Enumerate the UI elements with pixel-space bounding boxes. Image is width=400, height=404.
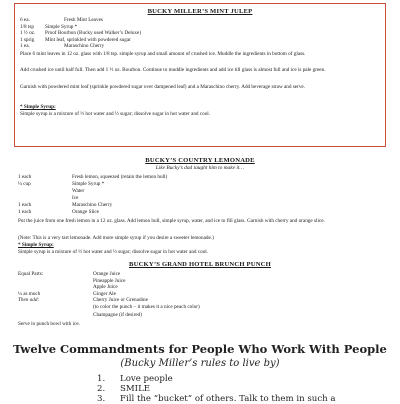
ingredient-item: Maraschino Cherry — [72, 202, 113, 208]
punch-label: Equal Parts: — [18, 271, 44, 277]
punch-serve: Serve in punch bowl with ice. — [18, 321, 80, 327]
ingredient-item: Simple Syrup * — [45, 23, 78, 30]
ingredient-item: Proof Bourbon (Bucky used Walker’s Deluxe) — [45, 30, 142, 36]
ingredient-item: Fresh lemon, squeezed (retain the lemon hull) — [72, 174, 168, 180]
punch-item: Ginger Ale — [93, 290, 116, 297]
punch-label: Then add: — [18, 297, 40, 303]
lemonade-title: BUCKY’S COUNTRY LEMONADE — [145, 157, 255, 164]
punch-item: Cherry Juice or Grenadine — [93, 297, 148, 303]
punch-item: Champagne (if desired) — [93, 312, 142, 318]
commandment-number: 1. — [97, 374, 106, 384]
simple-syrup-text: Simple syrup is a mixture of ½ hot water and ½ sugar; dissolve sugar in hot water and cool. — [20, 110, 211, 117]
mint-julep-title: BUCKY MILLER’S MINT JULEP — [147, 8, 253, 15]
punch-title: BUCKY’S GRAND HOTEL BRUNCH PUNCH — [129, 261, 271, 268]
lemonade-step: Put the juice from one fresh lemon in a 12 oz. glass. Add lemon hull, simple syrup, water, and ice to fill glass. Garnish with cherry and orange slice. — [18, 218, 325, 224]
punch-item: Apple Juice — [93, 284, 118, 290]
commandment-text: Love people — [120, 374, 173, 384]
ingredient-qty: 1 each — [18, 209, 32, 215]
commandments-title: Twelve Commandments for People Who Work With People — [13, 342, 387, 356]
ingredient-item: Simple Syrup * — [72, 181, 105, 187]
simple-syrup-label: * Simple Syrup: — [18, 242, 54, 248]
simple-syrup-text: Simple syrup is a mixture of ½ hot water and ½ sugar; dissolve sugar in hot water and cool. — [18, 249, 209, 255]
punch-item: (to color the punch – it makes it a nice peach color) — [93, 303, 200, 310]
punch-item: Orange Juice — [93, 271, 121, 277]
lemonade-note: (Note: This is a very tart lemonade. Add more simple syrup if you desire a sweeter lemonade.) — [18, 235, 214, 241]
mint-julep-step: Place 6 mint leaves in 12 oz. glass with 1/8 tsp. simple syrup and small amount of crushed ice. Muddle the ingredients in bottom of glass. — [20, 51, 306, 57]
ingredient-qty: 1 each — [18, 202, 32, 208]
punch-item: Pineapple Juice — [93, 277, 126, 284]
commandment-text: SMILE — [120, 384, 151, 394]
punch-label: ¼ as much — [18, 290, 41, 297]
ingredient-qty: ¼ cup — [18, 181, 31, 187]
ingredient-item: Fresh Mint Leaves — [64, 17, 103, 23]
mint-julep-step: Add crushed ice until half full. Then add 1 ½ oz. Bourbon. Continue to muddle ingredients and add ice till glass is almost full and ice is pale green. — [20, 67, 326, 73]
commandment-text: Fill the “bucket” of others. Talk to them in such a — [120, 394, 336, 404]
lemonade-subtitle: Like Bucky’s dad taught him to make it… — [155, 165, 245, 171]
ingredient-qty: 6 ea. — [20, 17, 30, 23]
ingredient-qty: 1/8 tsp — [20, 23, 34, 30]
ingredient-qty: 1 sprig — [20, 36, 35, 43]
ingredient-item: Mint leaf, sprinkled with powdered sugar — [45, 36, 131, 43]
simple-syrup-label: * Simple Syrup: — [20, 104, 56, 110]
ingredient-item: Ice — [72, 195, 79, 201]
mint-julep-step: Garnish with powdered mint leaf (sprinkle powdered sugar over dampened leaf) and a Maraschino cherry. Add beverage straw and serve. — [20, 84, 306, 90]
commandment-number: 2. — [97, 384, 106, 394]
ingredient-item: Maraschino Cherry — [64, 43, 105, 49]
ingredient-qty: 1 ½ oz. — [20, 30, 36, 36]
ingredient-qty: 1 each — [18, 174, 32, 180]
commandments-subtitle: (Bucky Miller’s rules to live by) — [120, 358, 280, 369]
ingredient-item: Orange Slice — [72, 209, 99, 215]
ingredient-qty: 1 ea. — [20, 43, 30, 49]
commandment-number: 3. — [97, 394, 106, 404]
ingredient-item: Water — [72, 188, 85, 194]
